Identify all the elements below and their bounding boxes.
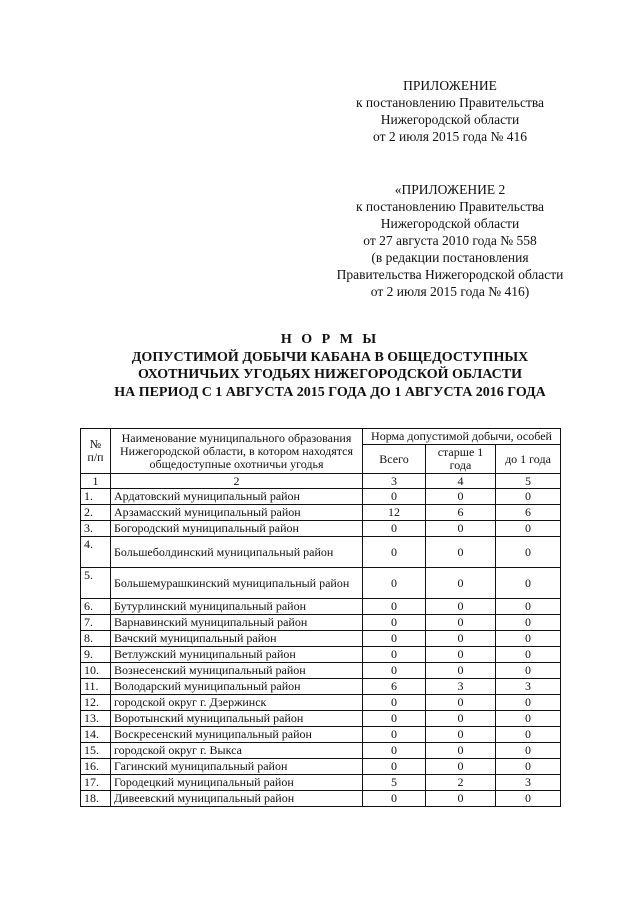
header-older: старше 1 года (426, 445, 496, 474)
row-num: 15. (81, 743, 111, 759)
row-name: Воскресенский муниципальный район (111, 727, 363, 743)
row-older: 2 (426, 775, 496, 791)
row-younger: 0 (496, 647, 561, 663)
appendix2-line: от 27 августа 2010 года № 558 (363, 233, 537, 248)
row-younger: 0 (496, 599, 561, 615)
row-younger: 0 (496, 521, 561, 537)
index-cell: 3 (363, 474, 426, 489)
row-name: Бутурлинский муниципальный район (111, 599, 363, 615)
row-num: 7. (81, 615, 111, 631)
row-num: 4. (81, 537, 111, 568)
row-total: 0 (363, 711, 426, 727)
row-name: Городецкий муниципальный район (111, 775, 363, 791)
table-row (81, 663, 561, 679)
row-total: 0 (363, 489, 426, 505)
row-older: 0 (426, 743, 496, 759)
row-younger: 0 (496, 727, 561, 743)
row-num: 16. (81, 759, 111, 775)
row-num: 2. (81, 505, 111, 521)
appendix-line: к постановлению Правительства (355, 95, 545, 110)
row-total: 0 (363, 743, 426, 759)
row-total: 0 (363, 537, 426, 568)
row-total: 0 (363, 759, 426, 775)
table-row (81, 568, 561, 599)
row-younger: 0 (496, 568, 561, 599)
row-num: 11. (81, 679, 111, 695)
document-title (40, 331, 620, 401)
appendix-line: Нижегородской области (380, 112, 520, 127)
row-name: городской округ г. Дзержинск (111, 695, 363, 711)
row-younger: 0 (496, 663, 561, 679)
title-line: ДОПУСТИМОЙ ДОБЫЧИ КАБАНА В ОБЩЕДОСТУПНЫХ (131, 349, 529, 365)
row-name: Вачский муниципальный район (111, 631, 363, 647)
row-num: 1. (81, 489, 111, 505)
appendix-line: ПРИЛОЖЕНИЕ (403, 78, 497, 93)
row-older: 0 (426, 663, 496, 679)
row-num: 17. (81, 775, 111, 791)
row-older: 0 (426, 631, 496, 647)
row-num: 3. (81, 521, 111, 537)
table-row (81, 537, 561, 568)
table-row (81, 727, 561, 743)
row-older: 0 (426, 599, 496, 615)
row-num: 8. (81, 631, 111, 647)
table-row (81, 631, 561, 647)
header-total: Всего (363, 445, 426, 474)
row-total: 0 (363, 791, 426, 807)
header-num: № п/п (81, 429, 111, 474)
title-line: НА ПЕРИОД С 1 АВГУСТА 2015 ГОДА ДО 1 АВГУСТА 2016 ГОДА (114, 384, 546, 400)
row-younger: 3 (496, 775, 561, 791)
index-cell: 1 (81, 474, 111, 489)
index-cell: 4 (426, 474, 496, 489)
row-total: 0 (363, 568, 426, 599)
row-num: 18. (81, 791, 111, 807)
row-num: 6. (81, 599, 111, 615)
table-row (81, 711, 561, 727)
row-younger: 0 (496, 631, 561, 647)
appendix2-header (300, 181, 600, 300)
row-younger: 3 (496, 679, 561, 695)
row-num: 13. (81, 711, 111, 727)
row-name: Вознесенский муниципальный район (111, 663, 363, 679)
row-older: 0 (426, 727, 496, 743)
row-total: 0 (363, 615, 426, 631)
row-name: Арзамасский муниципальный район (111, 505, 363, 521)
appendix-header (300, 77, 600, 145)
header-norm: Норма допустимой добычи, особей (363, 429, 561, 445)
row-older: 0 (426, 791, 496, 807)
appendix-line: от 2 июля 2015 года № 416 (373, 129, 527, 144)
row-older: 0 (426, 537, 496, 568)
row-name: Богородский муниципальный район (111, 521, 363, 537)
row-total: 0 (363, 727, 426, 743)
table-row (81, 615, 561, 631)
row-older: 0 (426, 615, 496, 631)
row-older: 3 (426, 679, 496, 695)
appendix2-line: «ПРИЛОЖЕНИЕ 2 (394, 182, 506, 197)
row-younger: 0 (496, 695, 561, 711)
appendix2-line: Нижегородской области (380, 216, 520, 231)
table-row (81, 489, 561, 505)
row-num: 12. (81, 695, 111, 711)
row-name: Гагинский муниципальный район (111, 759, 363, 775)
table-row (81, 791, 561, 807)
row-total: 0 (363, 663, 426, 679)
row-num: 14. (81, 727, 111, 743)
table-row (81, 743, 561, 759)
row-name: Дивеевский муниципальный район (111, 791, 363, 807)
row-younger: 0 (496, 537, 561, 568)
row-name: Большемурашкинский муниципальный район (111, 568, 363, 599)
row-name: городской округ г. Выкса (111, 743, 363, 759)
header-younger: до 1 года (496, 445, 561, 474)
table-row (81, 759, 561, 775)
row-num: 5. (81, 568, 111, 599)
table-row (81, 599, 561, 615)
title-line: ОХОТНИЧЬИХ УГОДЬЯХ НИЖЕГОРОДСКОЙ ОБЛАСТИ (138, 367, 522, 382)
index-cell: 5 (496, 474, 561, 489)
header-name: Наименование муниципального образования Нижегородской области, в котором находятся общедоступные охотничьи угодья (111, 429, 363, 474)
row-younger: 0 (496, 791, 561, 807)
row-younger: 0 (496, 615, 561, 631)
table-row (81, 695, 561, 711)
row-name: Воротынский муниципальный район (111, 711, 363, 727)
row-num: 10. (81, 663, 111, 679)
row-younger: 6 (496, 505, 561, 521)
row-name: Ардатовский муниципальный район (111, 489, 363, 505)
row-younger: 0 (496, 489, 561, 505)
row-total: 12 (363, 505, 426, 521)
row-name: Варнавинский муниципальный район (111, 615, 363, 631)
row-total: 5 (363, 775, 426, 791)
row-total: 0 (363, 631, 426, 647)
appendix2-line: к постановлению Правительства (355, 199, 545, 214)
index-cell: 2 (111, 474, 363, 489)
row-total: 0 (363, 599, 426, 615)
appendix2-line: (в редакции постановления (371, 250, 529, 265)
row-younger: 0 (496, 759, 561, 775)
title-line: Н О Р М Ы (280, 332, 380, 347)
table-row (81, 775, 561, 791)
index-row (81, 474, 561, 489)
row-older: 0 (426, 711, 496, 727)
appendix2-line: Правительства Нижегородской области (336, 267, 564, 282)
row-total: 0 (363, 647, 426, 663)
row-older: 0 (426, 521, 496, 537)
norms-table (80, 428, 561, 807)
row-total: 0 (363, 695, 426, 711)
row-older: 0 (426, 568, 496, 599)
table-row (81, 647, 561, 663)
table-row (81, 505, 561, 521)
row-older: 6 (426, 505, 496, 521)
row-younger: 0 (496, 743, 561, 759)
row-older: 0 (426, 759, 496, 775)
row-total: 6 (363, 679, 426, 695)
row-younger: 0 (496, 711, 561, 727)
row-older: 0 (426, 489, 496, 505)
row-num: 9. (81, 647, 111, 663)
appendix2-line: от 2 июля 2015 года № 416) (370, 284, 530, 299)
row-older: 0 (426, 647, 496, 663)
table-row (81, 521, 561, 537)
row-name: Большеболдинский муниципальный район (111, 537, 363, 568)
row-older: 0 (426, 695, 496, 711)
row-name: Ветлужский муниципальный район (111, 647, 363, 663)
row-total: 0 (363, 521, 426, 537)
row-name: Володарский муниципальный район (111, 679, 363, 695)
table-row (81, 679, 561, 695)
